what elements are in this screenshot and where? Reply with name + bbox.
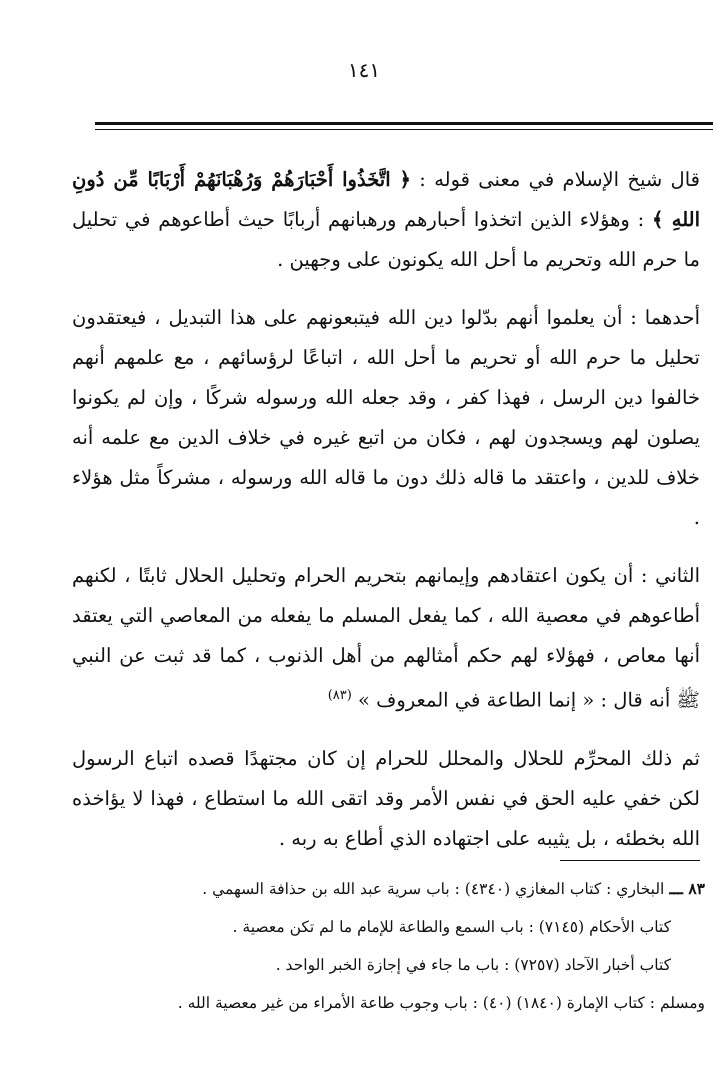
header-rule-thin [95,129,713,130]
page-number: ١٤١ [347,58,381,82]
main-text [72,160,700,859]
footnote-line-1-text: البخاري : كتاب المغازي (٤٣٤٠) : باب سرية عبد الله بن حذافة السهمي . [202,880,665,898]
footnote-line-4: ومسلم : كتاب الإمارة (١٨٤٠) (٤٠) : باب وجوب طاعة الأمراء من غير معصية الله . [177,994,705,1012]
footnote-line-2: كتاب الأحكام (٧١٤٥) : باب السمع والطاعة للإمام ما لم تكن معصية . [232,918,671,936]
header-rule-thick [95,122,713,125]
footnote-line-1 [80,870,705,908]
paragraph-4: ثم ذلك المحرِّم للحلال والمحلل للحرام إن كان مجتهدًا قصده اتباع الرسول لكن خفي عليه الحق في نفس الأمر وقد اتقى الله ما استطاع ، فهذا لا يؤاخذه الله بخطئه ، بل يثيبه على اجتهاده الذي أطاع به ربه . [72,746,700,850]
paragraph-1-intro: قال شيخ الإسلام في معنى قوله : [410,168,700,191]
paragraph-2: أحدهما : أن يعلموا أنهم بدّلوا دين الله فيتبعونهم على هذا التبديل ، فيعتقدون تحليل ما حرم الله أو تحريم ما أحل الله ، اتباعًا لرؤسائهم ، مع علمهم أنهم خالفوا دين الرسل ، فهذا كفر ، وقد جعله الله ورسوله شركًا ، وإن لم يكونوا يصلون لهم ويسجدون لهم ، فكان من اتبع غيره في خلاف الدين مع علمه أنه خلاف للدين ، واعتقد ما قاله ذلك دون ما قاله الله ورسوله ، مشركاً مثل هؤلاء . [72,306,700,529]
paragraph-3-text: الثاني : أن يكون اعتقادهم وإيمانهم بتحريم الحرام وتحليل الحلال ثابتًا ، لكنهم أطاعوهم في معصية الله ، كما يفعل المسلم ما يفعله من المعاصي التي يعتقد أنها معاص ، فهؤلاء لهم حكم أمثالهم من أهل الذنوب ، كما قد ثبت عن النبي ﷺ أنه قال : « إنما الطاعة في المعروف » [72,564,700,712]
quran-verse: ﴿ اتَّخَذُوا أَحْبَارَهُمْ وَرُهْبَانَهُمْ أَرْبَابًا مِّن دُونِ اللهِ ﴾ [72,168,701,231]
paragraph-1-rest: : وهؤلاء الذين اتخذوا أحبارهم ورهبانهم أربابًا حيث أطاعوهم في تحليل ما حرم الله وتحريم ما أحل الله يكونون على وجهين . [72,208,700,271]
footnote-line-3: كتاب أخبار الآحاد (٧٢٥٧) : باب ما جاء في إجازة الخبر الواحد . [275,956,671,974]
footnote-reference: (٨٣) [327,688,352,703]
footnotes [80,870,705,1022]
footnote-rule [560,860,700,861]
paragraph-3 [72,556,700,721]
footnote-number: ٨٣ ـــ [669,879,705,898]
paragraph-1 [72,160,700,280]
